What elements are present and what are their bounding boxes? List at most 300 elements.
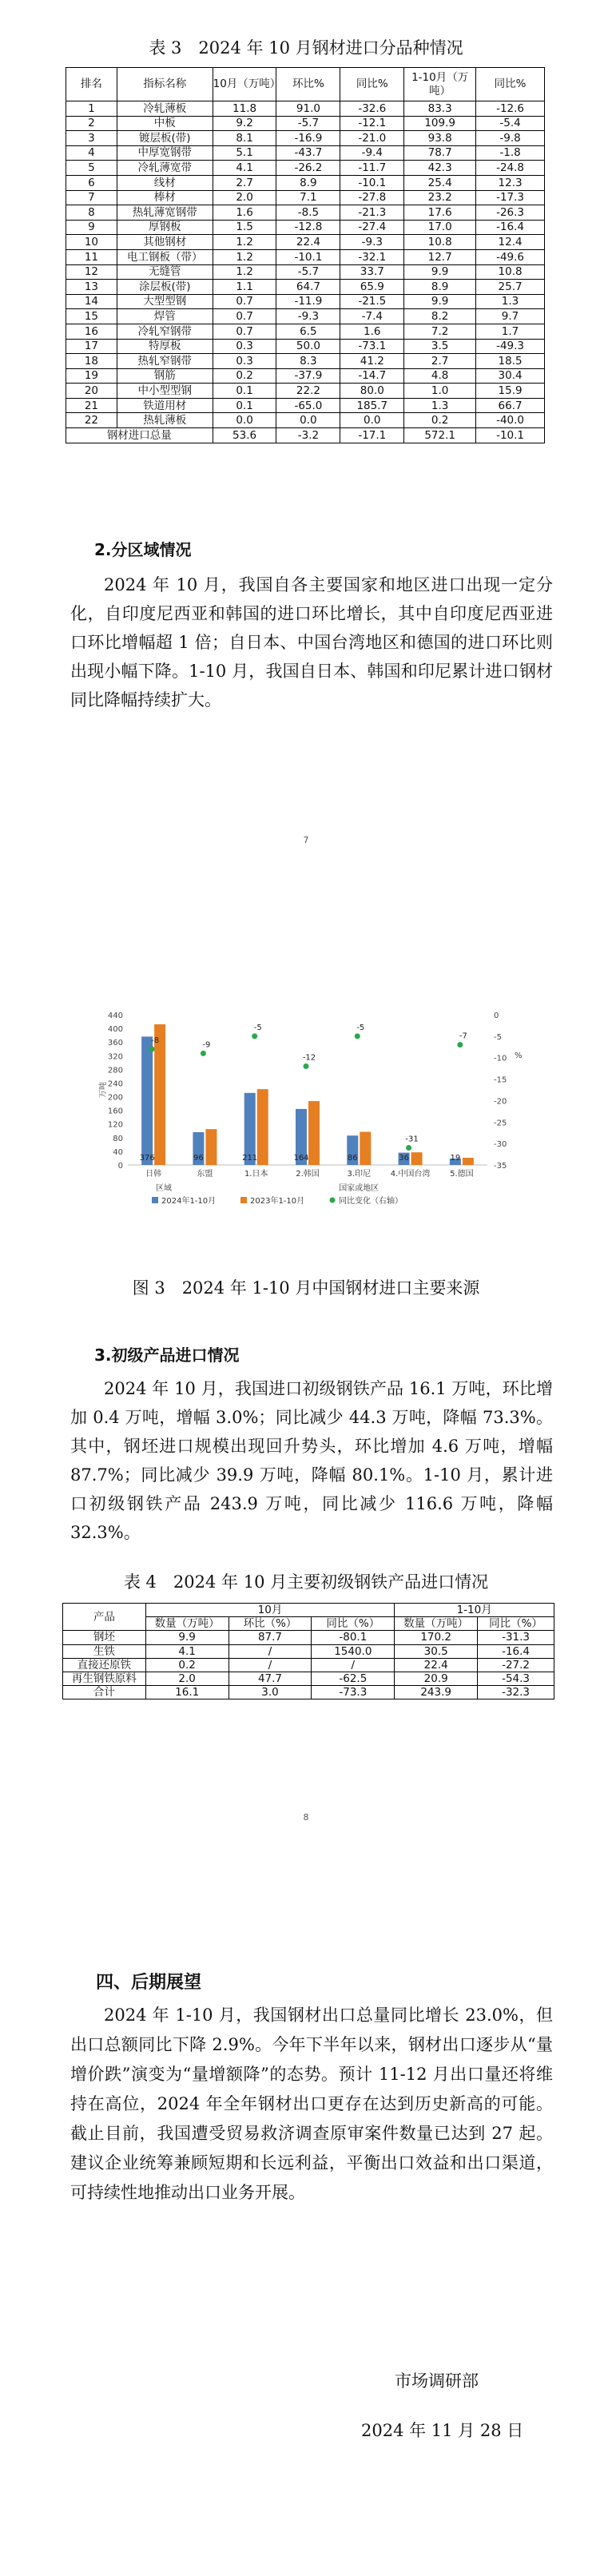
table4-cell: -73.3: [312, 1686, 395, 1699]
table3-cell: 1.2: [213, 249, 276, 264]
table3-cell: 特厚板: [117, 339, 213, 354]
table3-cell: -26.3: [476, 205, 545, 221]
table3-cell: 25.7: [476, 280, 545, 295]
yoy-point: [355, 1033, 360, 1039]
table-row: [66, 131, 545, 146]
point-data-label: -31: [405, 1135, 419, 1144]
page-number-8: 8: [303, 1812, 309, 1823]
y2-tick-label: 0: [494, 1012, 499, 1020]
table-row: [63, 1658, 554, 1672]
table3-cell: 14: [66, 294, 117, 309]
table3-cell: 18: [66, 354, 117, 369]
table3-cell: -21.3: [340, 205, 404, 221]
point-data-label: -7: [459, 1032, 467, 1041]
table3-cell: 铁道用材: [117, 398, 213, 413]
y-tick-label: 440: [107, 1012, 123, 1020]
table3-cell: 1.0: [404, 384, 476, 399]
table3-cell: 25.4: [404, 175, 476, 190]
table3-cell: 93.8: [404, 131, 476, 146]
point-data-label: -5: [253, 1023, 262, 1032]
table4-group-header-ytd: 1-10月: [395, 1604, 554, 1617]
table3-cell: 冷轧窄钢带: [117, 324, 213, 339]
y2-axis-label: %: [515, 1051, 523, 1060]
table3-cell: 钢筋: [117, 368, 213, 384]
table3-cell: 19: [66, 368, 117, 384]
table3-cell: -73.1: [340, 339, 404, 354]
point-data-label: -9: [202, 1040, 211, 1050]
table3-cell: 11: [66, 249, 117, 264]
legend-marker: [330, 1198, 336, 1203]
table4-cell: 243.9: [395, 1686, 478, 1699]
table3-cell: 12.7: [404, 249, 476, 264]
table3-header: 环比%: [276, 68, 340, 101]
table3-cell: 0.1: [213, 398, 276, 413]
table3-total-cell: 钢材进口总量: [66, 428, 213, 443]
table4-cell: -27.2: [478, 1658, 554, 1672]
table4-cell: 合计: [63, 1686, 146, 1699]
table3-cell: 中板: [117, 116, 213, 131]
table3-cell: 厚钢板: [117, 220, 213, 235]
table4-group-header-oct: 10月: [145, 1604, 395, 1617]
y-tick-label: 160: [107, 1107, 123, 1116]
table4-cell: 2.0: [145, 1672, 229, 1685]
y2-tick-label: -10: [494, 1054, 507, 1063]
yoy-point: [252, 1033, 257, 1039]
table3-cell: 0.7: [213, 309, 276, 324]
table3-cell: -16.9: [276, 131, 340, 146]
section3-heading: 3.初级产品进口情况: [94, 1346, 240, 1365]
table3-cell: 10.8: [404, 235, 476, 250]
table3-cell: 4.1: [213, 161, 276, 176]
table3-cell: 6.5: [276, 324, 340, 339]
table3-cell: 0.3: [213, 339, 276, 354]
table3-cell: 线材: [117, 175, 213, 190]
table3-cell: 0.7: [213, 324, 276, 339]
table3-cell: 10.8: [476, 264, 545, 280]
table3-cell: 17: [66, 339, 117, 354]
table3-cell: -7.4: [340, 309, 404, 324]
table4-product-header: 产品: [63, 1604, 146, 1631]
page-number-7: 7: [303, 835, 309, 845]
table3-cell: 16: [66, 324, 117, 339]
table4-cell: 20.9: [395, 1672, 478, 1685]
table3-cell: 109.9: [404, 116, 476, 131]
table3-cell: 42.3: [404, 161, 476, 176]
bar-2024: [141, 1036, 153, 1165]
y-tick-label: 0: [117, 1162, 123, 1171]
legend-label: 同比变化（右轴）: [339, 1197, 403, 1206]
table4-caption: 表 4 2024 年 10 月主要初级钢铁产品进口情况: [123, 1572, 489, 1592]
table3-cell: -24.8: [476, 161, 545, 176]
table-row: [66, 280, 545, 295]
table3-cell: 1: [66, 101, 117, 117]
table3-cell: 23.2: [404, 190, 476, 205]
legend-marker: [152, 1197, 158, 1203]
table3-cell: 热轧窄钢带: [117, 354, 213, 369]
bar-2023: [308, 1101, 320, 1165]
table3-caption: 表 3 2024 年 10 月钢材进口分品种情况: [149, 38, 463, 58]
table4-cell: -32.3: [478, 1686, 554, 1699]
table3-header: 排名: [66, 68, 117, 101]
table-row: [66, 294, 545, 309]
table3-cell: -10.1: [276, 249, 340, 264]
table-row: [63, 1631, 554, 1644]
table3-cell: 9.9: [404, 294, 476, 309]
table3-cell: -5.4: [476, 116, 545, 131]
signature-department: 市场调研部: [395, 2371, 479, 2391]
table3-cell: -26.2: [276, 161, 340, 176]
table3-cell: 2.0: [213, 190, 276, 205]
table3-cell: 7.1: [276, 190, 340, 205]
table3-cell: -37.9: [276, 368, 340, 384]
bar-2023: [257, 1089, 268, 1165]
table4-cell: 170.2: [395, 1631, 478, 1644]
section4-heading: 四、后期展望: [96, 1973, 202, 1993]
x-tick-label: 3.印尼: [347, 1170, 372, 1179]
table4-cell: 直接还原铁: [63, 1658, 146, 1672]
table4-cell: 4.1: [145, 1644, 229, 1658]
table3-cell: 5: [66, 161, 117, 176]
table4-cell: 47.7: [229, 1672, 312, 1685]
y2-tick-label: -30: [494, 1140, 507, 1150]
bar-2023: [205, 1129, 217, 1165]
point-data-label: -5: [356, 1023, 365, 1032]
table-row: [66, 384, 545, 399]
table3-cell: 50.0: [276, 339, 340, 354]
table3-cell: 电工钢板（带）: [117, 249, 213, 264]
y2-tick-label: -15: [494, 1075, 507, 1085]
table3-cell: 冷轧薄宽带: [117, 161, 213, 176]
table3-cell: -9.4: [340, 145, 404, 161]
table3-header: 同比%: [476, 68, 545, 101]
x-tick-label: 东盟: [197, 1170, 213, 1179]
table3-header: 同比%: [340, 68, 404, 101]
table3-cell: -65.0: [276, 398, 340, 413]
x-tick-label: 4.中国台湾: [390, 1170, 431, 1179]
table3-total-cell: 572.1: [404, 428, 476, 443]
table3-cell: 0.1: [213, 384, 276, 399]
table4-cell: -16.4: [478, 1644, 554, 1658]
table-row: [66, 175, 545, 190]
y2-tick-label: -5: [494, 1032, 502, 1042]
table3-cell: 12.4: [476, 235, 545, 250]
table3-cell: 热轧薄宽钢带: [117, 205, 213, 221]
y-tick-label: 120: [107, 1120, 123, 1130]
x-tick-label: 日韩: [145, 1170, 162, 1179]
table-row: [63, 1686, 554, 1699]
table3-cell: 10: [66, 235, 117, 250]
table3-cell: 2: [66, 116, 117, 131]
legend-label: 2023年1-10月: [250, 1197, 305, 1206]
table4-sub-header: 数量（万吨）: [395, 1617, 478, 1631]
table4-sub-header: 环比（%）: [229, 1617, 312, 1631]
table3-cell: 22.2: [276, 384, 340, 399]
table3-cell: 0.0: [340, 413, 404, 428]
bar-data-label: 36: [399, 1154, 409, 1163]
x-group-label: 国家或地区: [339, 1184, 380, 1193]
table4-cell: 30.5: [395, 1644, 478, 1658]
y-tick-label: 40: [113, 1147, 123, 1157]
table3-cell: 1.6: [340, 324, 404, 339]
table3-cell: 80.0: [340, 384, 404, 399]
table3-cell: 33.7: [340, 264, 404, 280]
table4-cell: -31.3: [478, 1631, 554, 1644]
table3-cell: -12.1: [340, 116, 404, 131]
table3-cell: 5.1: [213, 145, 276, 161]
table3-total-cell: 53.6: [213, 428, 276, 443]
x-tick-label: 5.德国: [450, 1170, 474, 1179]
table-row: [66, 145, 545, 161]
table3-total-cell: -17.1: [340, 428, 404, 443]
table3-cell: 15: [66, 309, 117, 324]
table3-cell: -8.5: [276, 205, 340, 221]
table3-cell: 1.3: [476, 294, 545, 309]
table-row: [66, 398, 545, 413]
table4-cell: /: [312, 1658, 395, 1672]
y-tick-label: 400: [107, 1025, 123, 1035]
table3-cell: 冷轧薄板: [117, 101, 213, 117]
table-row: [66, 339, 545, 354]
table3-cell: 1.1: [213, 280, 276, 295]
table3-cell: -43.7: [276, 145, 340, 161]
table3-cell: 91.0: [276, 101, 340, 117]
section3-paragraph: 2024 年 10 月，我国进口初级钢铁产品 16.1 万吨，环比增加 0.4 万吨，增幅 3.0%；同比减少 44.3 万吨，降幅 73.3%。其中，钢坯进口规模出现回升势头，环比增加 4.6 万吨，增幅 87.7%；同比减少 39.9 万吨，降幅 80.1%。1-10 月，累计进口初级钢铁产品 243.9 万吨，同比减少 116.6 万吨，降幅 32.3%。: [70, 1379, 553, 1542]
table-row: [66, 205, 545, 221]
table-row: [66, 161, 545, 176]
table3-cell: 中小型型钢: [117, 384, 213, 399]
point-data-label: -8: [151, 1036, 160, 1045]
table3: [66, 67, 545, 443]
section4-paragraph: 2024 年 1-10 月，我国钢材出口总量同比增长 23.0%，但出口总额同比下降 2.9%。今年下半年以来，钢材出口逐步从“量增价跌”演变为“量增额降”的态势。预计 11-12 月出口量还将维持在高位，2024 年全年钢材出口更存在达到历史新高的可能。截止目前，我国遭受贸易救济调查原审案件数量已达到 27 起。建议企业统筹兼顾短期和长远利益，平衡出口效益和出口渠道，可持续性地推动出口业务开展。: [70, 2006, 553, 2202]
table3-cell: 0.0: [276, 413, 340, 428]
table4-cell: 87.7: [229, 1631, 312, 1644]
table3-total-row: [66, 428, 545, 443]
x-tick-label: 1.日本: [244, 1170, 268, 1179]
y-axis-label: 万吨: [99, 1082, 108, 1098]
table3-cell: 64.7: [276, 280, 340, 295]
table3-cell: 7.2: [404, 324, 476, 339]
table3-cell: 185.7: [340, 398, 404, 413]
table3-cell: 66.7: [476, 398, 545, 413]
table3-cell: 18.5: [476, 354, 545, 369]
table3-cell: 热轧薄板: [117, 413, 213, 428]
table3-cell: -9.3: [276, 309, 340, 324]
table4-cell: 9.9: [145, 1631, 229, 1644]
table3-cell: 15.9: [476, 384, 545, 399]
table3-cell: 22.4: [276, 235, 340, 250]
table3-cell: 17.6: [404, 205, 476, 221]
table3-cell: -27.8: [340, 190, 404, 205]
table3-cell: -32.6: [340, 101, 404, 117]
table3-cell: 涂层板(带): [117, 280, 213, 295]
table4-cell: /: [229, 1644, 312, 1658]
table-row: [66, 413, 545, 428]
table-row: [66, 249, 545, 264]
table3-cell: 78.7: [404, 145, 476, 161]
bar-data-label: 164: [293, 1154, 309, 1163]
table3-cell: 8.3: [276, 354, 340, 369]
bar-2023: [411, 1152, 423, 1165]
table3-cell: 中厚宽钢带: [117, 145, 213, 161]
yoy-point: [304, 1063, 309, 1069]
table3-cell: 8.9: [404, 280, 476, 295]
y2-tick-label: -35: [494, 1162, 507, 1171]
table3-cell: 0.2: [404, 413, 476, 428]
table4-cell: 22.4: [395, 1658, 478, 1672]
table3-cell: 8.9: [276, 175, 340, 190]
table3-cell: 0.3: [213, 354, 276, 369]
table3-cell: 0.7: [213, 294, 276, 309]
table3-cell: 1.3: [404, 398, 476, 413]
table3-cell: 12: [66, 264, 117, 280]
yoy-point: [406, 1145, 411, 1151]
legend-label: 2024年1-10月: [161, 1197, 217, 1206]
table4-cell: -54.3: [478, 1672, 554, 1685]
table3-cell: -9.3: [340, 235, 404, 250]
table3-cell: 11.8: [213, 101, 276, 117]
x-tick-label: 2.韩国: [296, 1170, 320, 1179]
table3-cell: 镀层板(带): [117, 131, 213, 146]
bar-2023: [154, 1024, 165, 1165]
bar-data-label: 19: [450, 1154, 461, 1163]
table4-cell: -62.5: [312, 1672, 395, 1685]
table3-cell: -21.0: [340, 131, 404, 146]
table3-cell: 1.2: [213, 264, 276, 280]
table3-cell: 65.9: [340, 280, 404, 295]
table3-cell: -14.7: [340, 368, 404, 384]
table3-cell: 2.7: [404, 354, 476, 369]
table3-cell: 12.3: [476, 175, 545, 190]
table-row: [66, 220, 545, 235]
table3-cell: 22: [66, 413, 117, 428]
x-group-label: 区域: [156, 1184, 172, 1193]
table-row: [66, 116, 545, 131]
table3-cell: 17.0: [404, 220, 476, 235]
table-row: [66, 235, 545, 250]
table3-cell: 41.2: [340, 354, 404, 369]
section2-paragraph: 2024 年 10 月，我国自各主要国家和地区进口出现一定分化，自印度尼西亚和韩国的进口环比增长，其中自印度尼西亚进口环比增幅超 1 倍；自日本、中国台湾地区和德国的进口环比则出现小幅下降。1-10 月，我国自日本、韩国和印尼累计进口钢材同比降幅持续扩大。: [70, 575, 553, 710]
table-row: [63, 1644, 554, 1658]
table3-cell: 83.3: [404, 101, 476, 117]
table3-cell: 3.5: [404, 339, 476, 354]
table3-cell: 9.2: [213, 116, 276, 131]
table4-cell: 生铁: [63, 1644, 146, 1658]
table3-cell: -12.6: [476, 101, 545, 117]
table-row: [63, 1672, 554, 1685]
table3-header: 10月（万吨）: [213, 68, 276, 101]
table3-cell: 1.5: [213, 220, 276, 235]
table3-cell: 3: [66, 131, 117, 146]
table3-cell: -27.4: [340, 220, 404, 235]
legend-marker: [240, 1197, 247, 1203]
table3-cell: 4: [66, 145, 117, 161]
table3-cell: 8.2: [404, 309, 476, 324]
table3-cell: -21.5: [340, 294, 404, 309]
bar-data-label: 211: [242, 1154, 258, 1163]
table3-cell: -11.7: [340, 161, 404, 176]
table3-cell: 1.6: [213, 205, 276, 221]
table-row: [66, 264, 545, 280]
bar-data-label: 376: [139, 1154, 155, 1163]
table3-cell: 20: [66, 384, 117, 399]
y-tick-label: 280: [107, 1066, 123, 1075]
table4-sub-header: 同比（%）: [312, 1617, 395, 1631]
point-data-label: -12: [302, 1053, 316, 1063]
table3-total-cell: -3.2: [276, 428, 340, 443]
figure3-chart: [96, 1005, 543, 1261]
table4: [62, 1603, 554, 1699]
table-row: [66, 101, 545, 117]
figure3-caption: 图 3 2024 年 1-10 月中国钢材进口主要来源: [132, 1278, 480, 1298]
table3-cell: 2.7: [213, 175, 276, 190]
table3-cell: 0.2: [213, 368, 276, 384]
table4-sub-header: 数量（万吨）: [145, 1617, 229, 1631]
y-tick-label: 200: [107, 1093, 123, 1103]
table3-cell: -12.8: [276, 220, 340, 235]
signature-date: 2024 年 11 月 28 日: [361, 2421, 524, 2440]
table3-cell: -49.6: [476, 249, 545, 264]
table3-cell: 1.7: [476, 324, 545, 339]
table3-cell: 7: [66, 190, 117, 205]
table3-cell: 其他钢材: [117, 235, 213, 250]
table3-cell: -9.8: [476, 131, 545, 146]
table4-cell: 3.0: [229, 1686, 312, 1699]
table3-cell: -11.9: [276, 294, 340, 309]
table3-cell: 焊管: [117, 309, 213, 324]
table3-cell: 无缝管: [117, 264, 213, 280]
table3-cell: -1.8: [476, 145, 545, 161]
table3-cell: -5.7: [276, 116, 340, 131]
bar-2023: [360, 1132, 371, 1165]
y2-tick-label: -25: [494, 1119, 507, 1128]
table3-total-cell: -10.1: [476, 428, 545, 443]
table3-header: 1-10月（万吨）: [404, 68, 476, 101]
table4-cell: 钢坯: [63, 1631, 146, 1644]
table4-cell: 16.1: [145, 1686, 229, 1699]
bar-data-label: 96: [193, 1154, 204, 1163]
y-tick-label: 360: [107, 1039, 123, 1048]
table3-cell: -10.1: [340, 175, 404, 190]
table3-cell: 30.4: [476, 368, 545, 384]
table3-cell: -40.0: [476, 413, 545, 428]
table4-cell: -80.1: [312, 1631, 395, 1644]
table3-cell: 0.0: [213, 413, 276, 428]
table3-header: 指标名称: [117, 68, 213, 101]
table-row: [66, 354, 545, 369]
table-row: [66, 190, 545, 205]
table3-cell: 21: [66, 398, 117, 413]
table4-sub-header: 同比（%）: [478, 1617, 554, 1631]
table3-cell: 9.7: [476, 309, 545, 324]
table-row: [66, 368, 545, 384]
yoy-point: [149, 1046, 155, 1051]
table3-cell: 8.1: [213, 131, 276, 146]
yoy-point: [457, 1042, 463, 1047]
yoy-point: [201, 1051, 206, 1056]
table3-cell: -32.1: [340, 249, 404, 264]
table3-cell: -5.7: [276, 264, 340, 280]
bar-data-label: 86: [347, 1154, 358, 1163]
y2-tick-label: -20: [494, 1097, 507, 1107]
bar-2023: [463, 1158, 474, 1165]
table4-cell: /: [229, 1658, 312, 1672]
table3-cell: -49.3: [476, 339, 545, 354]
table4-cell: 再生钢铁原料: [63, 1672, 146, 1685]
table3-cell: -16.4: [476, 220, 545, 235]
y-tick-label: 320: [107, 1052, 123, 1062]
table4-cell: 1540.0: [312, 1644, 395, 1658]
table3-cell: 1.2: [213, 235, 276, 250]
